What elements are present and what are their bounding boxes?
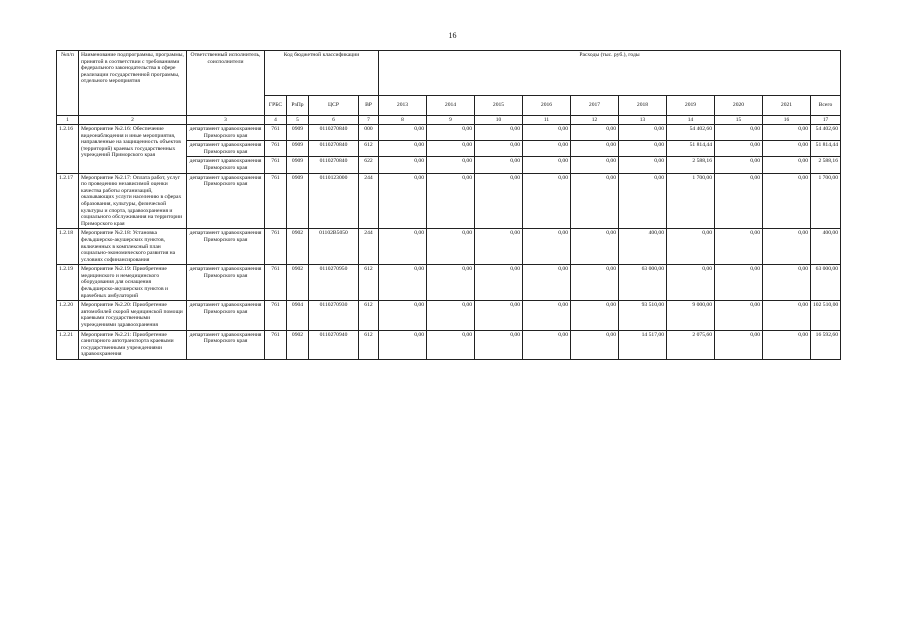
row-number: 1.2.16	[57, 125, 79, 174]
column-number: 2	[79, 116, 187, 125]
table-row	[57, 265, 841, 301]
column-number: 1	[57, 116, 79, 125]
header-budget-code: Код бюджетной классификации	[265, 51, 379, 96]
row-name: Мероприятие №2.21: Приобретение санитарного автотранспорта краевыми государственными учреждениями здравоохранения	[79, 330, 187, 359]
row-csr: 01102В5050	[309, 229, 359, 265]
row-executor: департамент здравоохранения Приморского края	[187, 141, 265, 157]
header-year-3: 2016	[523, 96, 571, 116]
row-value: 0,00	[715, 157, 763, 173]
row-value: 0,00	[571, 265, 619, 301]
row-value: 2 075,60	[667, 330, 715, 359]
row-grbs: 761	[265, 301, 287, 330]
row-executor: департамент здравоохранения Приморского края	[187, 229, 265, 265]
row-name: Мероприятие №2.16: Обеспечение видеонаблюдения и иные мероприятия, направленные на защищенность объектов (территорий) краевых государственных учреждений Приморского края	[79, 125, 187, 174]
row-value: 0,00	[379, 141, 427, 157]
header-code-1: РзПр	[287, 96, 309, 116]
row-grbs: 761	[265, 157, 287, 173]
row-value: 1 700,00	[811, 173, 841, 229]
row-value: 0,00	[523, 330, 571, 359]
row-grbs: 761	[265, 125, 287, 141]
row-rzpr: 0902	[287, 330, 309, 359]
row-value: 0,00	[763, 157, 811, 173]
column-number: 16	[763, 116, 811, 125]
row-value: 0,00	[475, 125, 523, 141]
header-year-9: Всего	[811, 96, 841, 116]
row-value: 16 592,60	[811, 330, 841, 359]
header-code-2: ЦСР	[309, 96, 359, 116]
column-number: 15	[715, 116, 763, 125]
table-row	[57, 125, 841, 141]
row-value: 0,00	[523, 125, 571, 141]
row-value: 0,00	[571, 229, 619, 265]
row-value: 1 700,00	[667, 173, 715, 229]
row-value: 54 402,60	[811, 125, 841, 141]
row-value: 0,00	[379, 229, 427, 265]
row-value: 0,00	[715, 265, 763, 301]
header-expenses: Расходы (тыс. руб.), годы	[379, 51, 841, 96]
row-value: 0,00	[427, 173, 475, 229]
header-num: №п/п	[57, 51, 79, 116]
row-executor: департамент здравоохранения Приморского края	[187, 301, 265, 330]
row-value: 0,00	[523, 229, 571, 265]
row-csr: 0110270950	[309, 265, 359, 301]
row-vr: 244	[359, 229, 379, 265]
row-value: 93 510,00	[619, 301, 667, 330]
header-year-1: 2014	[427, 96, 475, 116]
row-value: 0,00	[523, 301, 571, 330]
row-vr: 622	[359, 157, 379, 173]
row-vr: 612	[359, 301, 379, 330]
row-csr: 0110270840	[309, 157, 359, 173]
column-number: 7	[359, 116, 379, 125]
row-value: 0,00	[619, 141, 667, 157]
row-value: 102 510,00	[811, 301, 841, 330]
row-csr: 0110270840	[309, 141, 359, 157]
row-value: 0,00	[523, 173, 571, 229]
header-year-6: 2019	[667, 96, 715, 116]
row-value: 0,00	[379, 265, 427, 301]
header-year-4: 2017	[571, 96, 619, 116]
row-executor: департамент здравоохранения Приморского края	[187, 173, 265, 229]
row-value: 0,00	[763, 265, 811, 301]
row-grbs: 761	[265, 229, 287, 265]
row-value: 0,00	[715, 173, 763, 229]
row-executor: департамент здравоохранения Приморского края	[187, 330, 265, 359]
row-number: 1.2.21	[57, 330, 79, 359]
row-value: 0,00	[379, 330, 427, 359]
header-year-7: 2020	[715, 96, 763, 116]
row-value: 0,00	[475, 265, 523, 301]
column-number: 3	[187, 116, 265, 125]
row-name: Мероприятие №2.18: Установка фельдшерско-акушерских пунктов, включенных в комплексный план социально-экономического развития на условиях софинансирования	[79, 229, 187, 265]
column-number: 5	[287, 116, 309, 125]
row-value: 0,00	[667, 229, 715, 265]
row-csr: 0110270940	[309, 330, 359, 359]
row-value: 54 402,60	[667, 125, 715, 141]
row-value: 51 814,44	[811, 141, 841, 157]
page-number: 16	[448, 31, 457, 40]
row-name: Мероприятие №2.20: Приобретение автомобилей скорой медицинской помощи краевыми государственными учреждениями здравоохранения	[79, 301, 187, 330]
row-name: Мероприятие №2.19: Приобретение медицинского и немедицинского оборудования для оснащения фельдшерско-акушерских пунктов и врачебных амбулаторий	[79, 265, 187, 301]
row-value: 0,00	[379, 125, 427, 141]
row-value: 0,00	[763, 330, 811, 359]
row-value: 0,00	[427, 330, 475, 359]
column-number: 14	[667, 116, 715, 125]
row-number: 1.2.17	[57, 173, 79, 229]
column-number: 10	[475, 116, 523, 125]
row-value: 0,00	[379, 301, 427, 330]
header-name: Наименование подпрограммы, программы, принятой в соответствии с требованиями федерального законодательства в сфере реализации государственной программы, отдельного мероприятия	[79, 51, 187, 116]
row-value: 0,00	[571, 173, 619, 229]
row-value: 0,00	[715, 125, 763, 141]
row-value: 2 588,16	[667, 157, 715, 173]
row-executor: департамент здравоохранения Приморского края	[187, 265, 265, 301]
row-value: 14 517,00	[619, 330, 667, 359]
row-grbs: 761	[265, 265, 287, 301]
row-value: 0,00	[619, 173, 667, 229]
column-number: 8	[379, 116, 427, 125]
row-value: 0,00	[427, 157, 475, 173]
row-csr: 0110270930	[309, 301, 359, 330]
row-value: 0,00	[475, 330, 523, 359]
header-executor: Ответственный исполнитель, соисполнители	[187, 51, 265, 116]
row-number: 1.2.19	[57, 265, 79, 301]
row-value: 9 000,00	[667, 301, 715, 330]
row-value: 0,00	[427, 265, 475, 301]
row-value: 2 588,16	[811, 157, 841, 173]
row-value: 0,00	[523, 157, 571, 173]
row-rzpr: 0909	[287, 125, 309, 141]
table-row	[57, 301, 841, 330]
header-code-3: ВР	[359, 96, 379, 116]
row-value: 0,00	[763, 141, 811, 157]
row-value: 0,00	[523, 141, 571, 157]
row-value: 0,00	[763, 301, 811, 330]
row-vr: 612	[359, 265, 379, 301]
row-value: 0,00	[427, 141, 475, 157]
row-value: 0,00	[619, 125, 667, 141]
row-value: 0,00	[475, 173, 523, 229]
row-value: 51 814,44	[667, 141, 715, 157]
row-name: Мероприятие №2.17: Оплата работ, услуг по проведению независимой оценки качества работы организаций, оказывающих услуги населению в сферах образования, культуры, физической культуры и спорта, здравоохранения и социального обслуживания на территории Приморского края	[79, 173, 187, 229]
row-value: 0,00	[715, 330, 763, 359]
row-value: 0,00	[571, 125, 619, 141]
row-rzpr: 0902	[287, 265, 309, 301]
column-number: 13	[619, 116, 667, 125]
row-value: 0,00	[427, 125, 475, 141]
row-csr: 0110270840	[309, 125, 359, 141]
row-rzpr: 0909	[287, 141, 309, 157]
column-number: 4	[265, 116, 287, 125]
row-rzpr: 0904	[287, 301, 309, 330]
header-year-8: 2021	[763, 96, 811, 116]
row-value: 0,00	[379, 173, 427, 229]
row-value: 63 000,00	[811, 265, 841, 301]
budget-table	[56, 50, 841, 360]
row-value: 0,00	[475, 229, 523, 265]
row-value: 0,00	[571, 330, 619, 359]
row-value: 0,00	[763, 125, 811, 141]
row-value: 0,00	[475, 301, 523, 330]
row-value: 400,00	[811, 229, 841, 265]
row-value: 0,00	[523, 265, 571, 301]
column-number: 12	[571, 116, 619, 125]
row-grbs: 761	[265, 330, 287, 359]
row-value: 0,00	[715, 301, 763, 330]
header-year-0: 2013	[379, 96, 427, 116]
row-grbs: 761	[265, 173, 287, 229]
row-rzpr: 0909	[287, 157, 309, 173]
row-executor: департамент здравоохранения Приморского края	[187, 157, 265, 173]
row-rzpr: 0902	[287, 229, 309, 265]
header-year-5: 2018	[619, 96, 667, 116]
header-code-0: ГРБС	[265, 96, 287, 116]
column-number: 6	[309, 116, 359, 125]
row-vr: 612	[359, 141, 379, 157]
row-vr: 000	[359, 125, 379, 141]
row-value: 400,00	[619, 229, 667, 265]
column-number: 17	[811, 116, 841, 125]
header-year-2: 2015	[475, 96, 523, 116]
row-value: 63 000,00	[619, 265, 667, 301]
row-rzpr: 0909	[287, 173, 309, 229]
row-number: 1.2.18	[57, 229, 79, 265]
row-value: 0,00	[427, 301, 475, 330]
table-row	[57, 330, 841, 359]
row-value: 0,00	[475, 141, 523, 157]
row-grbs: 761	[265, 141, 287, 157]
row-csr: 0110123000	[309, 173, 359, 229]
row-value: 0,00	[667, 265, 715, 301]
column-number: 9	[427, 116, 475, 125]
row-value: 0,00	[571, 157, 619, 173]
column-number: 11	[523, 116, 571, 125]
row-value: 0,00	[763, 229, 811, 265]
row-value: 0,00	[715, 229, 763, 265]
row-vr: 244	[359, 173, 379, 229]
row-value: 0,00	[427, 229, 475, 265]
row-value: 0,00	[619, 157, 667, 173]
row-value: 0,00	[715, 141, 763, 157]
row-vr: 612	[359, 330, 379, 359]
row-value: 0,00	[571, 301, 619, 330]
row-number: 1.2.20	[57, 301, 79, 330]
row-value: 0,00	[571, 141, 619, 157]
row-value: 0,00	[763, 173, 811, 229]
row-value: 0,00	[379, 157, 427, 173]
table-row	[57, 229, 841, 265]
row-value: 0,00	[475, 157, 523, 173]
table-row	[57, 173, 841, 229]
row-executor: департамент здравоохранения Приморского края	[187, 125, 265, 141]
